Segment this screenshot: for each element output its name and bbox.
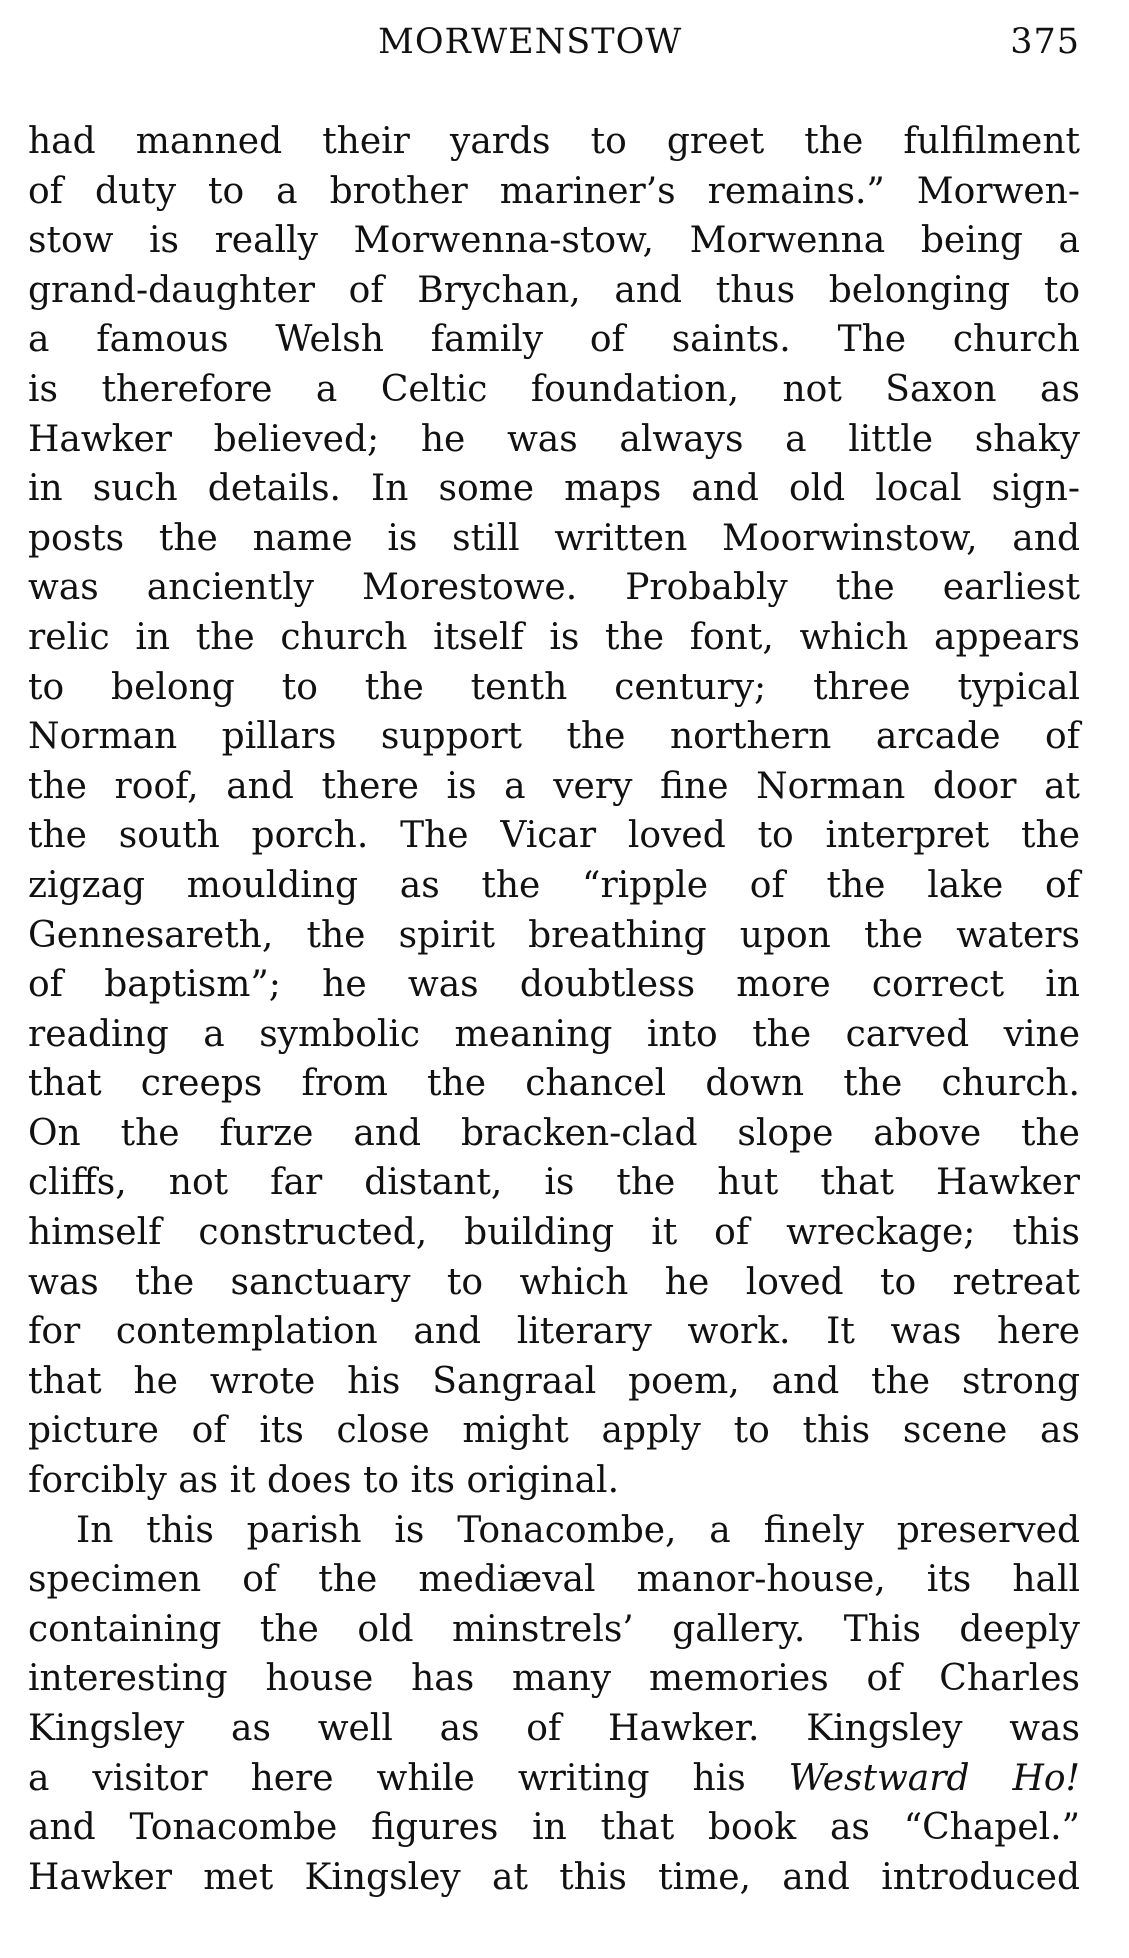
- paragraph-1: [28, 117, 1080, 1506]
- text-line: picture of its close might apply to this scene as: [28, 1410, 1080, 1452]
- text-line: Kingsley as well as of Hawker. Kingsley was: [28, 1708, 1080, 1749]
- text-line-with-italic: [28, 1754, 1080, 1804]
- running-title: MORWENSTOW: [378, 22, 683, 62]
- text-line: zigzag moulding as the “ripple of the lake of: [28, 864, 1080, 906]
- text-line: Hawker met Kingsley at this time, and introduced: [28, 1856, 1080, 1898]
- text-line: Hawker believed; he was always a little shaky: [28, 418, 1080, 460]
- text-line: forcibly as it does to its original.: [28, 1460, 620, 1502]
- paragraph-2: [28, 1506, 1080, 1903]
- text-line: had manned their yards to greet the fulfilment: [28, 121, 1080, 162]
- body-text: [28, 117, 1080, 1902]
- text-line: of baptism”; he was doubtless more correct in: [28, 964, 1080, 1006]
- text-line: In this parish is Tonacombe, a finely preserved: [76, 1509, 1080, 1551]
- text-line: of duty to a brother mariner’s remains.” Morwen-: [28, 170, 1080, 212]
- book-title-italic: Westward Ho!: [788, 1757, 1080, 1799]
- text-line: Norman pillars support the northern arcade of: [28, 716, 1080, 758]
- text-line: the roof, and there is a very fine Norman door at: [28, 765, 1080, 807]
- text-line: On the furze and bracken-clad slope above the: [28, 1112, 1080, 1154]
- text-line: stow is really Morwenna-stow, Morwenna being a: [28, 220, 1080, 262]
- text-line: relic in the church itself is the font, which appears: [28, 616, 1080, 658]
- text-line: in such details. In some maps and old local sign-: [28, 468, 1080, 510]
- running-head: [28, 22, 1080, 72]
- text-line: for contemplation and literary work. It was here: [28, 1311, 1080, 1353]
- text-line: a famous Welsh family of saints. The church: [28, 319, 1080, 361]
- text-line: Gennesareth, the spirit breathing upon the waters: [28, 914, 1080, 956]
- text-line: posts the name is still written Moorwinstow, and: [28, 517, 1080, 559]
- text-line: and Tonacombe figures in that book as “Chapel.”: [28, 1807, 1080, 1849]
- text-line: that creeps from the chancel down the church.: [28, 1063, 1080, 1105]
- text-line: the south porch. The Vicar loved to interpret the: [28, 815, 1080, 857]
- text-line: is therefore a Celtic foundation, not Saxon as: [28, 368, 1080, 410]
- text-line: that he wrote his Sangraal poem, and the strong: [28, 1360, 1080, 1402]
- text-line: to belong to the tenth century; three typical: [28, 666, 1080, 708]
- text-line: himself constructed, building it of wreckage; this: [28, 1212, 1080, 1254]
- text-run: a visitor here while writing his: [28, 1757, 789, 1799]
- text-line: was the sanctuary to which he loved to retreat: [28, 1261, 1080, 1303]
- text-line: interesting house has many memories of Charles: [28, 1658, 1080, 1700]
- text-line: cliffs, not far distant, is the hut that Hawker: [28, 1162, 1080, 1204]
- text-line: reading a symbolic meaning into the carved vine: [28, 1013, 1080, 1055]
- text-line: specimen of the mediæval manor-house, its hall: [28, 1559, 1080, 1601]
- text-line: containing the old minstrels’ gallery. This deeply: [28, 1608, 1080, 1650]
- page-number: 375: [1010, 22, 1080, 62]
- text-line: grand-daughter of Brychan, and thus belonging to: [28, 269, 1080, 311]
- text-line: was anciently Morestowe. Probably the earliest: [28, 567, 1080, 609]
